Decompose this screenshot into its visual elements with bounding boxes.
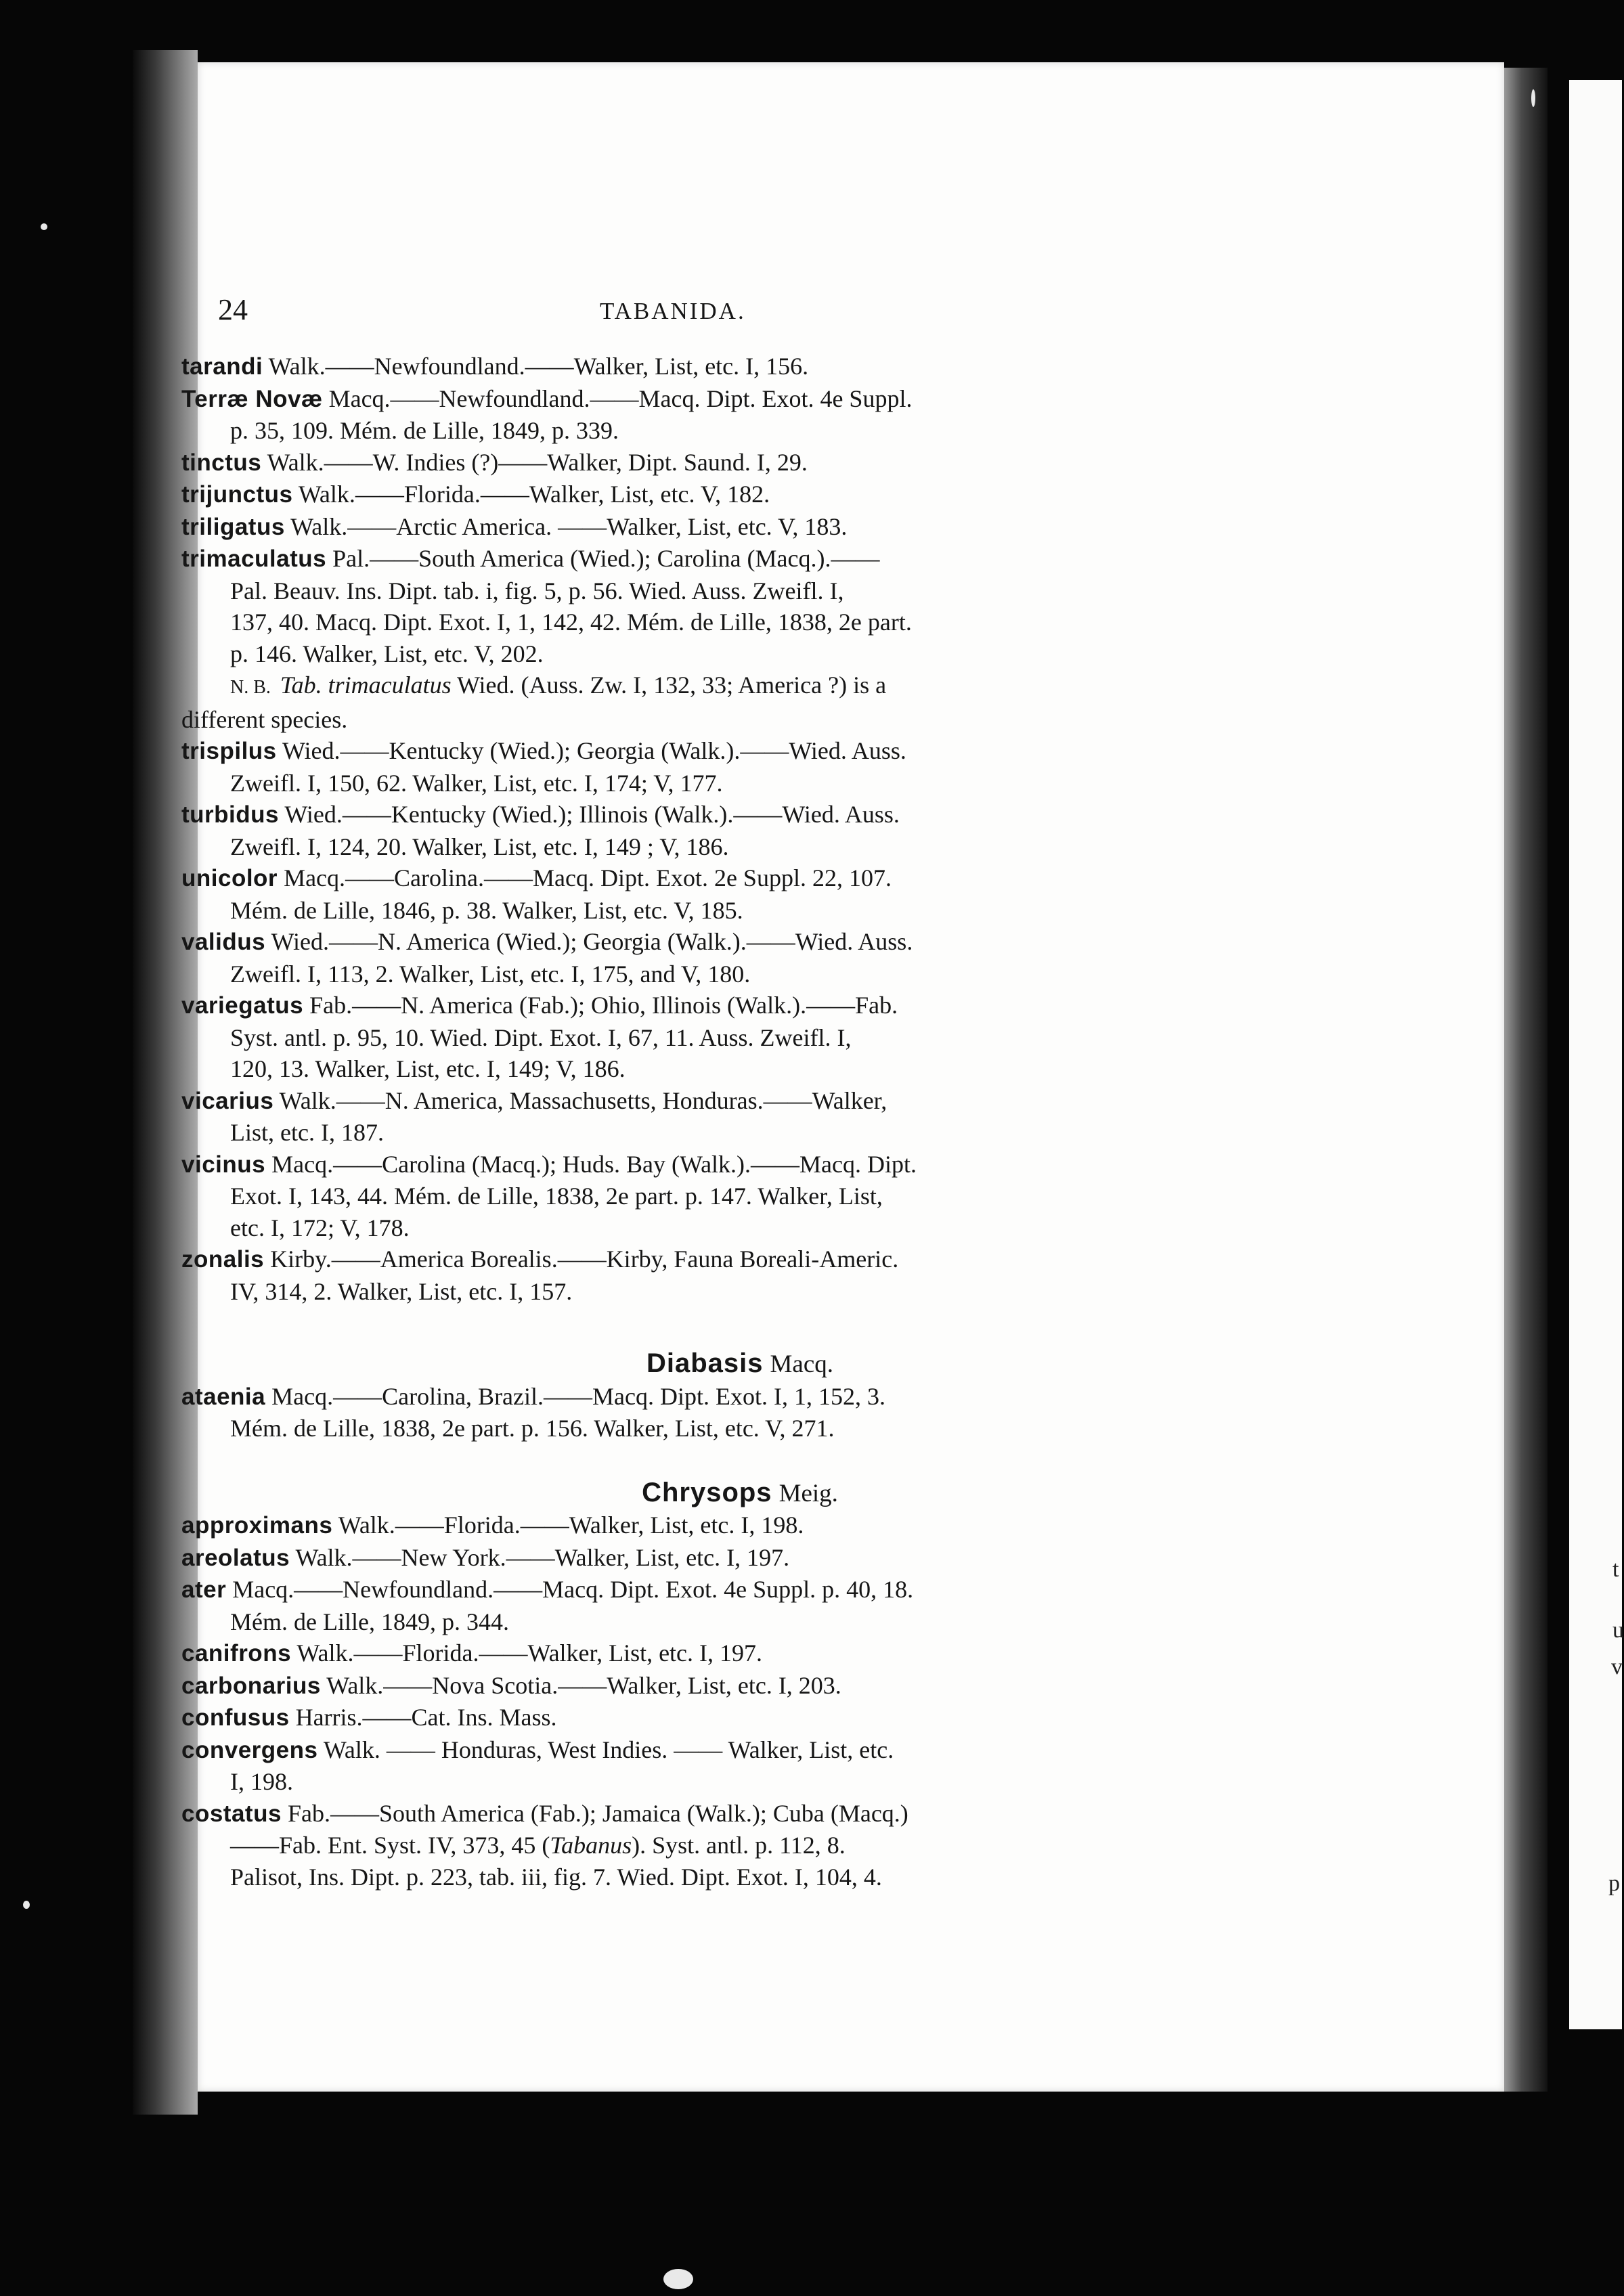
species-entry: Terræ Novæ Macq.——Newfoundland.——Macq. Dipt. Exot. 4e Suppl. p. 35, 109. Mém. de Lille, 1849, p. 339. bbox=[181, 384, 913, 444]
species-entry: validus Wied.——N. America (Wied.); Georgia (Walk.).——Wied. Auss. Zweifl. I, 113, 2. Walker, List, etc. I, 175, and V, 180. bbox=[181, 928, 913, 988]
species-name: variegatus bbox=[181, 992, 304, 1019]
scan-speck bbox=[23, 1901, 30, 1909]
scan-speck bbox=[1531, 89, 1535, 107]
species-entry: carbonarius Walk.——Nova Scotia.——Walker, List, etc. I, 203. bbox=[181, 1671, 841, 1699]
species-name: carbonarius bbox=[181, 1672, 321, 1699]
adjacent-page-char: t bbox=[1612, 1557, 1619, 1582]
species-name: areolatus bbox=[181, 1544, 290, 1571]
species-entry: canifrons Walk.——Florida.——Walker, List, etc. I, 197. bbox=[181, 1639, 763, 1666]
species-entry: trijunctus Walk.——Florida.——Walker, List, etc. V, 182. bbox=[181, 481, 770, 508]
species-name: vicarius bbox=[181, 1087, 274, 1114]
species-name: validus bbox=[181, 929, 266, 955]
species-entry: approximans Walk.——Florida.——Walker, List, etc. I, 198. bbox=[181, 1511, 804, 1539]
note-entry: N. B. Tab. trimaculatus Wied. (Auss. Zw. I, 132, 33; America ?) is a different species. bbox=[181, 671, 887, 733]
note-italic-name: Tab. trimaculatus bbox=[280, 671, 452, 699]
species-entry: trimaculatus Pal.——South America (Wied.); Carolina (Macq.).—— Pal. Beauv. Ins. Dipt. tab. i, fig. 5, p. 56. Wied. Auss. Zweifl. I, 137, 40. Macq. Dipt. Exot. I, 1, 142, 42. Mém. de Lille, 1838, 2e part. p. 146. Walker, List, etc. V, 202. bbox=[181, 545, 912, 667]
species-entry: costatus Fab.——South America (Fab.); Jamaica (Walk.); Cuba (Macq.) ——Fab. Ent. Syst. IV, 373, 45 (Tabanus). Syst. antl. p. 112, 8. Palisot, Ins. Dipt. p. 223, tab. iii, fig. 7. Wied. Dipt. Exot. I, 104, 4. bbox=[181, 1799, 908, 1891]
scan-speck bbox=[41, 223, 47, 230]
species-name: confusus bbox=[181, 1704, 290, 1731]
running-head: TABANIDA. bbox=[600, 298, 746, 324]
page-number: 24 bbox=[218, 293, 248, 326]
species-entry: tarandi Walk.——Newfoundland.——Walker, List, etc. I, 156. bbox=[181, 353, 809, 380]
species-entry: tinctus Walk.——W. Indies (?)——Walker, Dipt. Saund. I, 29. bbox=[181, 448, 808, 476]
species-entry: triligatus Walk.——Arctic America. ——Walker, List, etc. V, 183. bbox=[181, 512, 848, 540]
species-entry: areolatus Walk.——New York.——Walker, List, etc. I, 197. bbox=[181, 1543, 790, 1571]
adjacent-page-char: v bbox=[1611, 1654, 1623, 1679]
species-entry: ataenia Macq.——Carolina, Brazil.——Macq. Dipt. Exot. I, 1, 152, 3. Mém. de Lille, 1838, 2e part. p. 156. Walker, List, etc. V, 271. bbox=[181, 1382, 885, 1442]
species-entry: ater Macq.——Newfoundland.——Macq. Dipt. Exot. 4e Suppl. p. 40, 18. Mém. de Lille, 1849, p. 344. bbox=[181, 1576, 914, 1635]
genus-name: Chrysops bbox=[642, 1477, 772, 1507]
species-name: triligatus bbox=[181, 513, 285, 540]
page-header bbox=[0, 292, 1622, 333]
genus-heading bbox=[181, 1348, 1298, 1381]
species-entry: convergens Walk. —— Honduras, West Indies. —— Walker, List, etc. I, 198. bbox=[181, 1736, 894, 1795]
species-entry: variegatus Fab.——N. America (Fab.); Ohio, Illinois (Walk.).——Fab. Syst. antl. p. 95, 10. Wied. Dipt. Exot. I, 67, 11. Auss. Zweifl. I, 120, 13. Walker, List, etc. I, 149; V, 186. bbox=[181, 992, 898, 1082]
italic-synonym: Tabanus bbox=[550, 1832, 632, 1859]
species-name: vicinus bbox=[181, 1151, 266, 1178]
species-name: trijunctus bbox=[181, 481, 293, 508]
species-name: ataenia bbox=[181, 1383, 266, 1410]
species-entry: confusus Harris.——Cat. Ins. Mass. bbox=[181, 1704, 557, 1731]
page-body bbox=[181, 351, 1298, 1893]
adjacent-page-fragment bbox=[1569, 80, 1622, 2029]
species-name: ater bbox=[181, 1576, 227, 1603]
genus-heading bbox=[181, 1477, 1298, 1510]
species-name: costatus bbox=[181, 1800, 282, 1827]
species-name: canifrons bbox=[181, 1640, 292, 1666]
adjacent-page-char: u bbox=[1612, 1618, 1624, 1643]
species-entry: zonalis Kirby.——America Borealis.——Kirby, Fauna Boreali-Americ. IV, 314, 2. Walker, List, etc. I, 157. bbox=[181, 1245, 899, 1305]
species-name: tinctus bbox=[181, 449, 262, 476]
species-name: trispilus bbox=[181, 738, 277, 764]
genus-author: Meig. bbox=[778, 1479, 838, 1507]
species-entry: unicolor Macq.——Carolina.——Macq. Dipt. Exot. 2e Suppl. 22, 107. Mém. de Lille, 1846, p. 38. Walker, List, etc. V, 185. bbox=[181, 864, 892, 924]
species-entry: trispilus Wied.——Kentucky (Wied.); Georgia (Walk.).——Wied. Auss. Zweifl. I, 150, 62. Walker, List, etc. I, 174; V, 177. bbox=[181, 737, 906, 797]
adjacent-page-char: p bbox=[1608, 1871, 1620, 1896]
species-entry: vicarius Walk.——N. America, Massachusetts, Honduras.——Walker, List, etc. I, 187. bbox=[181, 1086, 887, 1146]
species-entry: turbidus Wied.——Kentucky (Wied.); Illinois (Walk.).——Wied. Auss. Zweifl. I, 124, 20. Walker, List, etc. I, 149 ; V, 186. bbox=[181, 801, 900, 860]
species-entry: vicinus Macq.——Carolina (Macq.); Huds. Bay (Walk.).——Macq. Dipt. Exot. I, 143, 44. Mém. de Lille, 1838, 2e part. p. 147. Walker, List, etc. I, 172; V, 178. bbox=[181, 1150, 917, 1241]
species-name: zonalis bbox=[181, 1246, 265, 1273]
genus-name: Diabasis bbox=[646, 1348, 764, 1378]
scan-speck bbox=[663, 2269, 693, 2289]
page-gutter-shadow bbox=[1504, 68, 1548, 2092]
species-name: trimaculatus bbox=[181, 546, 327, 572]
genus-author: Macq. bbox=[770, 1350, 834, 1378]
species-name: turbidus bbox=[181, 801, 279, 828]
species-name: unicolor bbox=[181, 865, 278, 891]
species-name: convergens bbox=[181, 1736, 318, 1763]
species-name: tarandi bbox=[181, 353, 263, 380]
species-name: Terræ Novæ bbox=[181, 385, 323, 412]
species-name: approximans bbox=[181, 1512, 333, 1539]
note-marker: N. B. bbox=[230, 677, 271, 698]
